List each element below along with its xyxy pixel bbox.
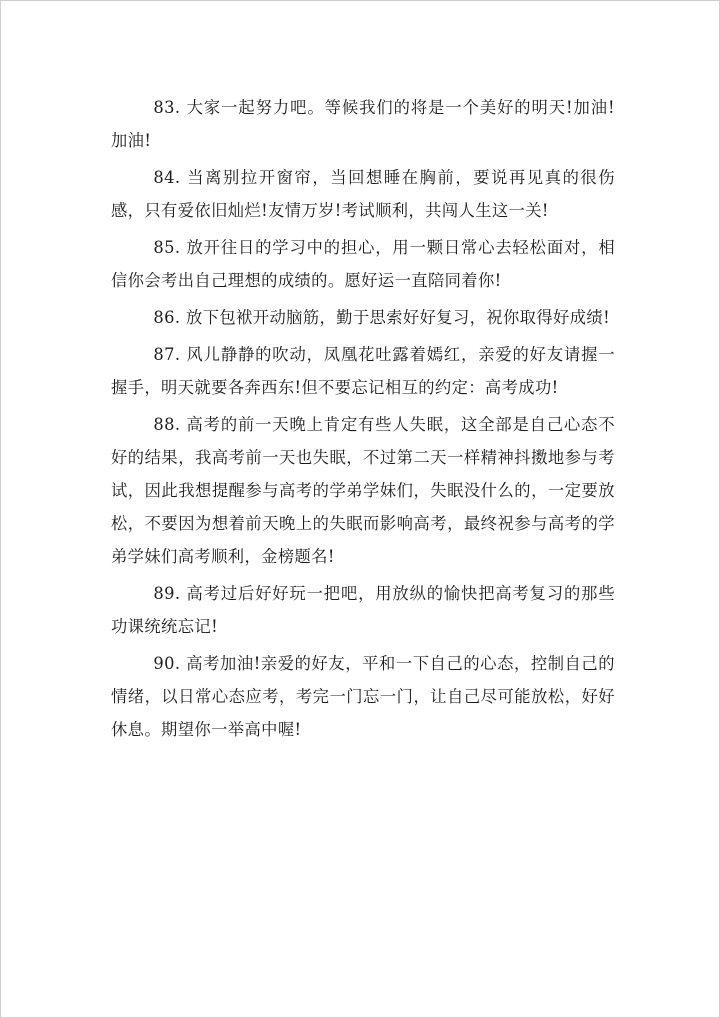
- paragraph-83: 83. 大家一起努力吧。等候我们的将是一个美好的明天!加油!加油!: [111, 98, 615, 150]
- paragraph-85: 85. 放开往日的学习中的担心，用一颗日常心去轻松面对，相信你会考出自己理想的成绩的。愿好运一直陪同着你!: [111, 238, 615, 290]
- paragraph-89: 89. 高考过后好好玩一把吧，用放纵的愉快把高考复习的那些功课统统忘记!: [111, 584, 615, 636]
- document-body: [111, 91, 615, 750]
- paragraph-84: 84. 当离别拉开窗帘，当回想睡在胸前，要说再见真的很伤感，只有爱依旧灿烂!友情万岁!考试顺利，共闯人生这一关!: [111, 168, 615, 220]
- paragraph-88: 88. 高考的前一天晚上肯定有些人失眠，这全部是自己心态不好的结果，我高考前一天也失眠，不过第二天一样精神抖擞地参与考试，因此我想提醒参与高考的学弟学妹们，失眠没什么的，一定要放松，不要因为想着前天晚上的失眠而影响高考，最终祝参与高考的学弟学妹们高考顺利，金榜题名!: [111, 415, 615, 566]
- paragraph-87: 87. 风儿静静的吹动，凤凰花吐露着嫣红，亲爱的好友请握一握手，明天就要各奔西东!但不要忘记相互的约定：高考成功!: [111, 345, 615, 397]
- paragraph-86: 86. 放下包袱开动脑筋，勤于思索好好复习，祝你取得好成绩!: [153, 308, 611, 327]
- paragraph-90: 90. 高考加油!亲爱的好友，平和一下自己的心态，控制自己的情绪，以日常心态应考，考完一门忘一门，让自己尽可能放松，好好休息。期望你一举高中喔!: [111, 654, 615, 739]
